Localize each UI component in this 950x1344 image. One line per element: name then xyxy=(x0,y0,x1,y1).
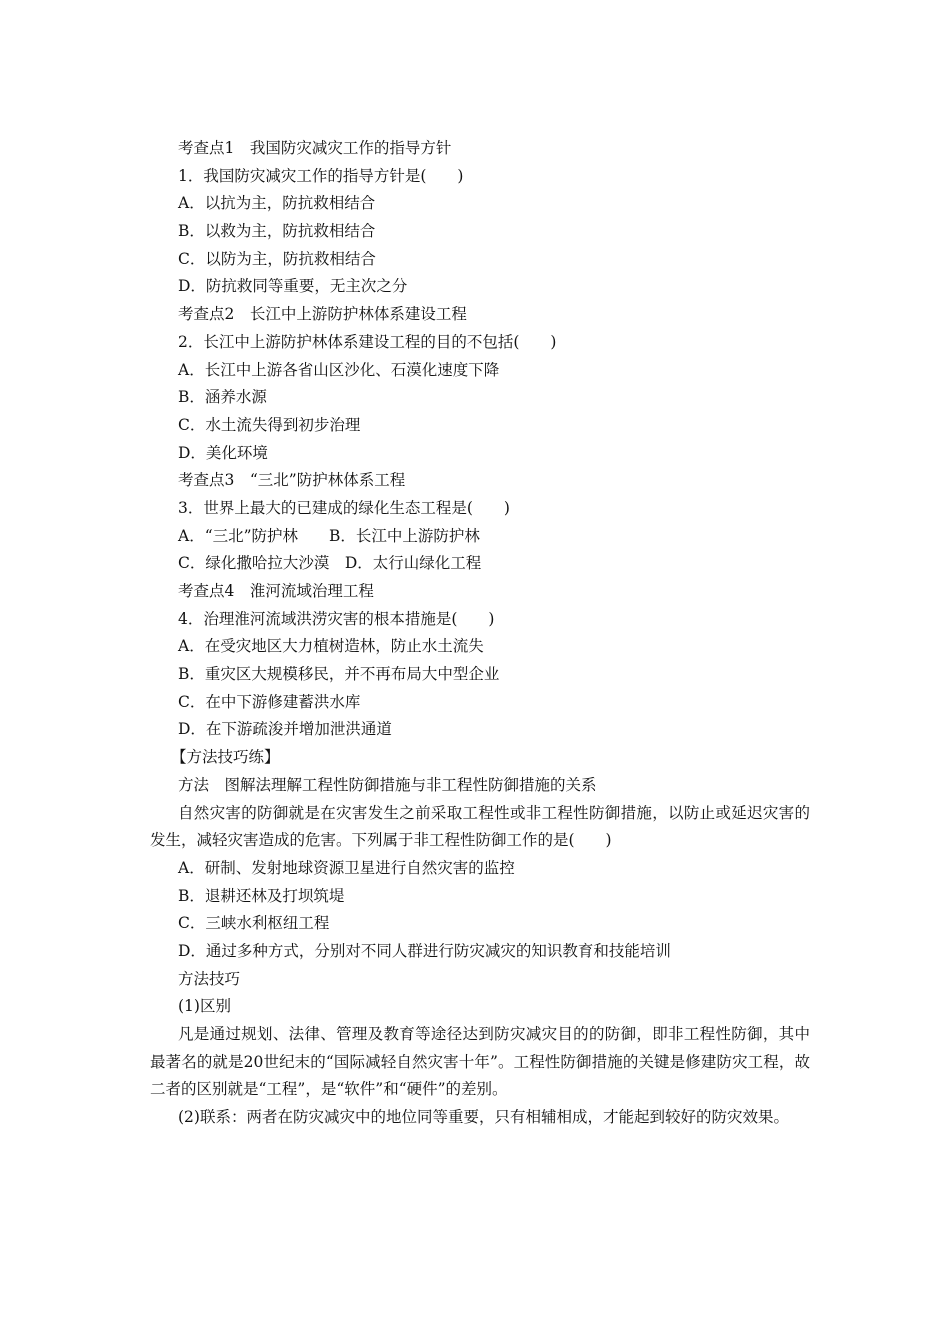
method-question: 自然灾害的防御就是在灾害发生之前采取工程性或非工程性防御措施，以防止或延迟灾害的发生，减轻灾害造成的危害。下列属于非工程性防御工作的是( ) xyxy=(150,803,810,850)
tips-title: 方法技巧 xyxy=(178,969,241,988)
q3-options-cd: C．绿化撒哈拉大沙漠 D．太行山绿化工程 xyxy=(178,554,482,573)
kp1-title: 考查点1 我国防灾减灾工作的指导方针 xyxy=(178,139,452,157)
q2-option-d: D．美化环境 xyxy=(178,443,268,462)
question-4: 4．治理淮河流域洪涝灾害的根本措施是( ) xyxy=(178,609,495,628)
method-option-a: A．研制、发射地球资源卫星进行自然灾害的监控 xyxy=(178,858,515,877)
q1-option-c: C．以防为主，防抗救相结合 xyxy=(178,249,376,268)
kp4-title: 考查点4 淮河流域治理工程 xyxy=(178,582,374,600)
q4-option-c: C．在中下游修建蓄洪水库 xyxy=(178,692,361,711)
question-1: 1．我国防灾减灾工作的指导方针是( ) xyxy=(178,166,464,185)
kp2-title: 考查点2 长江中上游防护林体系建设工程 xyxy=(178,305,467,324)
q2-option-b: B．涵养水源 xyxy=(178,388,267,407)
question-2: 2．长江中上游防护林体系建设工程的目的不包括( ) xyxy=(178,332,557,351)
question-3: 3．世界上最大的已建成的绿化生态工程是( ) xyxy=(178,498,510,517)
q1-option-d: D．防抗救同等重要，无主次之分 xyxy=(178,277,408,296)
tips-1-title: (1)区别 xyxy=(178,997,231,1016)
method-option-b: B．退耕还林及打坝筑堤 xyxy=(178,886,345,905)
method-heading: 【方法技巧练】 xyxy=(171,748,280,767)
q4-option-a: A．在受灾地区大力植树造林，防止水土流失 xyxy=(178,637,484,656)
q2-option-a: A．长江中上游各省山区沙化、石漠化速度下降 xyxy=(178,360,500,379)
q4-option-d: D．在下游疏浚并增加泄洪通道 xyxy=(178,720,392,739)
q1-option-b: B．以救为主，防抗救相结合 xyxy=(178,222,376,241)
document-content xyxy=(150,135,810,1132)
kp3-title: 考查点3 “三北”防护林体系工程 xyxy=(178,471,406,490)
q1-option-a: A．以抗为主，防抗救相结合 xyxy=(178,194,376,213)
method-option-c: C．三峡水利枢纽工程 xyxy=(178,914,330,933)
method-title: 方法 图解法理解工程性防御措施与非工程性防御措施的关系 xyxy=(178,775,597,794)
tips-2-text: (2)联系：两者在防灾减灾中的地位同等重要，只有相辅相成，才能起到较好的防灾效果。 xyxy=(178,1108,789,1127)
q4-option-b: B．重灾区大规模移民，并不再布局大中型企业 xyxy=(178,665,500,684)
q3-options-ab: A．“三北”防护林 B．长江中上游防护林 xyxy=(178,526,480,545)
method-option-d: D．通过多种方式，分别对不同人群进行防灾减灾的知识教育和技能培训 xyxy=(178,941,671,960)
q2-option-c: C．水土流失得到初步治理 xyxy=(178,415,361,434)
tips-1-text: 凡是通过规划、法律、管理及教育等途径达到防灾减灾目的的防御，即非工程性防御，其中最著名的就是20世纪末的“国际减轻自然灾害十年”。工程性防御措施的关键是修建防灾工程，故二者的区别就是“工程”，是“软件”和“硬件”的差别。 xyxy=(150,1025,810,1099)
